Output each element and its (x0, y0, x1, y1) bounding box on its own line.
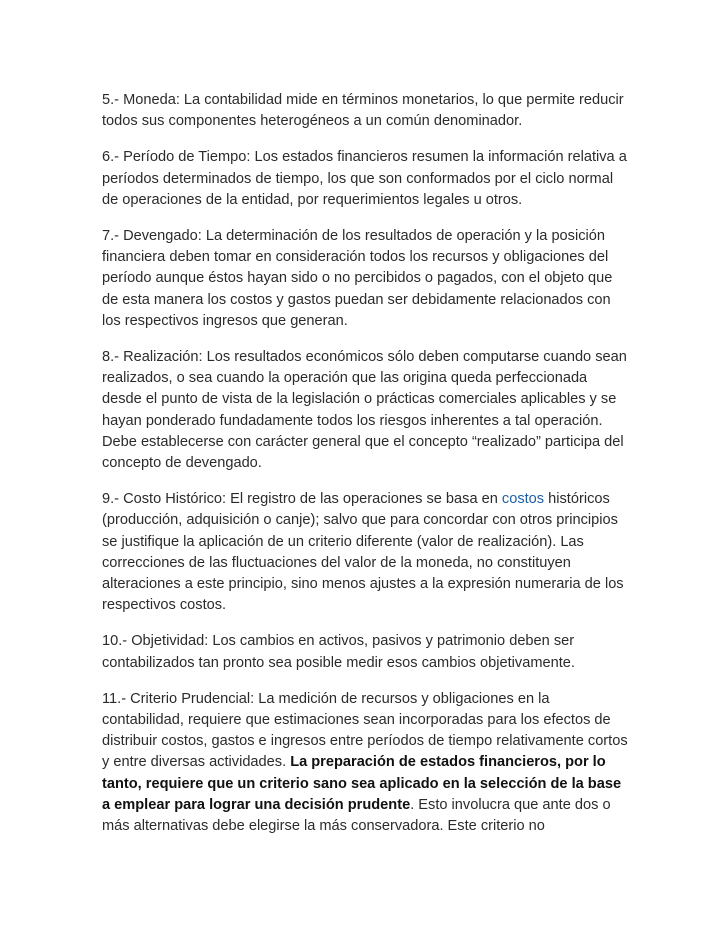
paragraph-objetividad (102, 631, 630, 673)
paragraph-text-after: históricos (producción, adquisición o canje); salvo que para concordar con otros principios se justifique la aplicación de un criterio diferente (valor de realización). Las correcciones de las fluctuaciones del valor de la moneda, no constituyen alteraciones a este principio, sino menos ajustes a la expresión numeraria de los respectivos costos. (102, 491, 624, 614)
paragraph-costo-historico (102, 489, 630, 616)
paragraph-text: 10.- Objetividad: Los cambios en activos, pasivos y patrimonio deben ser contabilizados tan pronto sea posible medir esos cambios objetivamente. (102, 633, 575, 671)
paragraph-text-before: 9.- Costo Histórico: El registro de las operaciones se basa en (102, 491, 502, 508)
bold-emphasis-text: La preparación de estados financieros, por lo tanto, requiere que un criterio sano sea aplicado en la selección de la base a emplear para lograr una decisión prudente (102, 754, 622, 813)
paragraph-periodo-de-tiempo (102, 147, 630, 211)
paragraph-text: 8.- Realización: Los resultados económicos sólo deben computarse cuando sean realizados, o sea cuando la operación que las origina queda perfeccionada desde el punto de vista de la legislación o prácticas comerciales aplicables y se hayan ponderado fundadamente todos los riesgos inherentes a tal operación. Debe establecerse con carácter general que el concepto “realizado” participa del concepto de devengado. (102, 349, 627, 472)
costos-link[interactable]: costos (501, 491, 545, 508)
paragraph-text: 7.- Devengado: La determinación de los resultados de operación y la posición financiera deben tomar en consideración todos los recursos y obligaciones del período aunque éstos hayan sido o no percibidos o pagados, con el objeto que de esta manera los costos y gastos puedan ser debidamente relacionados con los respectivos ingresos que generan. (102, 228, 613, 329)
paragraph-text: 5.- Moneda: La contabilidad mide en términos monetarios, lo que permite reducir todos sus componentes heterogéneos a un común denominador. (102, 92, 624, 130)
paragraph-devengado (102, 226, 630, 332)
paragraph-text-before: 11.- Criterio Prudencial: La medición de recursos y obligaciones en la contabilidad, requiere que estimaciones sean incorporadas para los efectos de distribuir costos, gastos e ingresos entre períodos de tiempo relativamente cortos y entre diversas actividades. (102, 690, 628, 771)
paragraph-text: 6.- Período de Tiempo: Los estados financieros resumen la información relativa a períodos determinados de tiempo, los que son conformados por el ciclo normal de operaciones de la entidad, por requerimientos legales u otros. (102, 149, 627, 208)
paragraph-realizacion (102, 347, 630, 474)
document-body (102, 90, 630, 852)
paragraph-moneda (102, 90, 630, 132)
paragraph-text-after: . Esto involucra que ante dos o más alternativas debe elegirse la más conservadora. Este criterio no (102, 796, 611, 835)
paragraph-criterio-prudencial (102, 689, 630, 837)
